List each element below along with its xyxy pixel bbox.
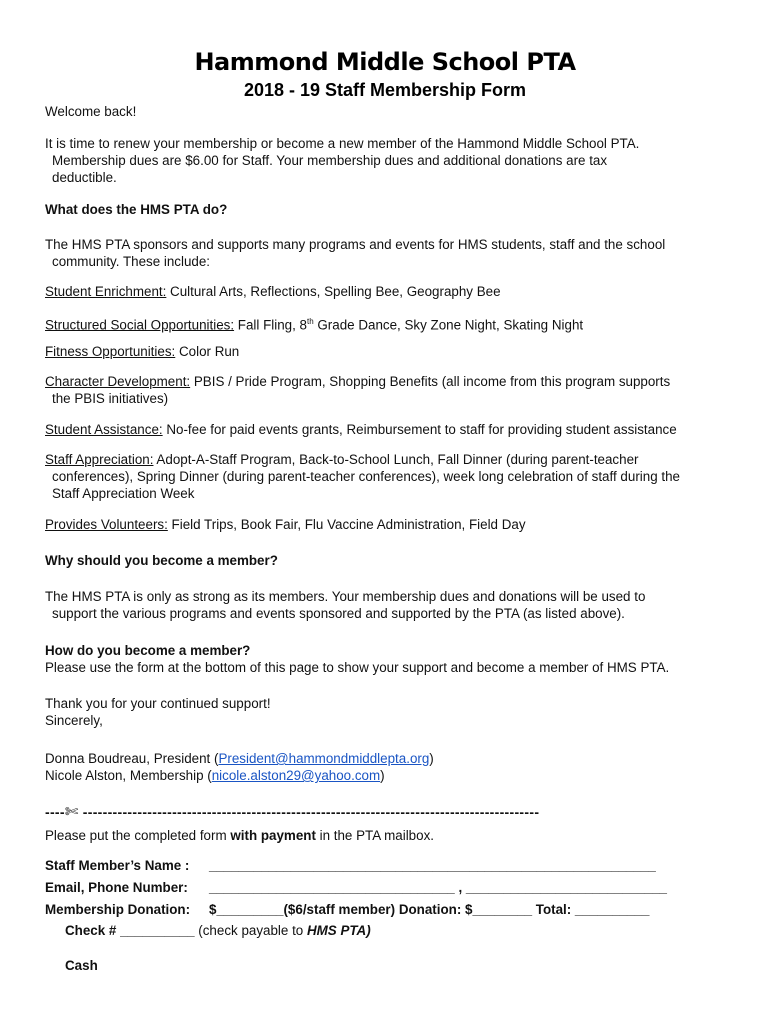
thanks-line: Thank you for your continued support! (45, 696, 271, 711)
intro-line-3: deductible. (52, 170, 117, 185)
social-text-b: Grade Dance, Sky Zone Night, Skating Night (313, 317, 584, 333)
intro-line-2: Membership dues are $6.00 for Staff. Your membership dues and additional donations are tax (52, 153, 608, 168)
cash-row (65, 957, 755, 974)
program-enrichment (45, 283, 725, 300)
sincerely-line: Sincerely, (45, 713, 103, 728)
how-section (45, 642, 725, 676)
program-fitness (45, 343, 725, 360)
why-paragraph (45, 588, 725, 622)
cut-line: ----✄ -------------------------------------------------------------------------------------------- (45, 802, 540, 821)
enrichment-text: Cultural Arts, Reflections, Spelling Bee, Geography Bee (166, 284, 501, 299)
why-line-1: The HMS PTA is only as strong as its members. Your membership dues and donations will be used to (45, 589, 646, 604)
assistance-text: No-fee for paid events grants, Reimbursement to staff for providing student assistance (162, 422, 677, 437)
program-character (45, 373, 725, 407)
name-label: Staff Member’s Name : (45, 858, 190, 873)
donation-row (45, 901, 735, 918)
enrichment-label: Student Enrichment: (45, 284, 167, 299)
character-text: PBIS / Pride Program, Shopping Benefits (all income from this program supports (190, 374, 671, 389)
program-appreciation (45, 451, 725, 502)
contact-field[interactable]: _________________________________ , ___________________________ (209, 880, 667, 895)
donation-field[interactable]: $_________($6/staff member) Donation: $________ Total: __________ (209, 902, 650, 917)
fitness-text: Color Run (175, 344, 240, 359)
donation-label: Membership Donation: (45, 902, 191, 917)
cash-label[interactable]: Cash (65, 958, 98, 973)
social-text-a: Fall Fling, 8 (234, 317, 307, 333)
how-line-1: Please use the form at the bottom of this page to show your support and become a member of HMS PTA. (45, 660, 670, 675)
what-line-2: community. These include: (52, 254, 211, 269)
contact-row (45, 879, 735, 896)
intro-paragraph (45, 135, 725, 186)
program-assistance (45, 421, 725, 438)
why-heading: Why should you become a member? (45, 553, 278, 568)
program-social (45, 313, 725, 333)
name-field[interactable]: ____________________________________________________________ (209, 858, 656, 873)
appreciation-text: Adopt-A-Staff Program, Back-to-School Lunch, Fall Dinner (during parent-teacher (153, 452, 639, 467)
check-label[interactable]: Check # __________ (65, 923, 195, 938)
closing (45, 695, 725, 729)
page-title: Hammond Middle School PTA (194, 48, 576, 76)
scissors-icon: ✄ (64, 802, 79, 821)
assistance-label: Student Assistance: (45, 422, 163, 437)
membership-line: Nicole Alston, Membership (nicole.alston29@yahoo.com) (45, 768, 385, 783)
check-row: Check # __________ (check payable to HMS PTA) (65, 923, 371, 938)
page-subtitle: 2018 - 19 Staff Membership Form (243, 80, 527, 100)
president-email-link[interactable]: President@hammondmiddlepta.org (218, 751, 430, 766)
appreciation-text-2: conferences), Spring Dinner (during parent-teacher conferences), week long celebration of staff during the (52, 469, 680, 484)
volunteers-label: Provides Volunteers: (45, 517, 168, 532)
character-text-2: the PBIS initiatives) (52, 391, 169, 406)
fitness-label: Fitness Opportunities: (45, 344, 176, 359)
how-heading: How do you become a member? (45, 643, 251, 658)
social-sup: th (307, 317, 314, 326)
name-row (45, 857, 735, 874)
appreciation-label: Staff Appreciation: (45, 452, 154, 467)
social-label: Structured Social Opportunities: (45, 317, 235, 333)
volunteers-text: Field Trips, Book Fair, Flu Vaccine Administration, Field Day (167, 517, 526, 532)
what-heading: What does the HMS PTA do? (45, 202, 228, 217)
membership-email-link[interactable]: nicole.alston29@yahoo.com (211, 768, 381, 783)
why-line-2: support the various programs and events sponsored and supported by the PTA (as listed above). (52, 606, 625, 621)
greeting: Welcome back! (45, 104, 137, 119)
what-paragraph (45, 236, 725, 270)
intro-line-1: It is time to renew your membership or become a new member of the Hammond Middle School PTA. (45, 136, 640, 151)
signatures (45, 750, 725, 784)
contact-label: Email, Phone Number: (45, 880, 188, 895)
character-label: Character Development: (45, 374, 191, 389)
form-instruction: Please put the completed form with payment in the PTA mailbox. (45, 828, 434, 843)
president-line: Donna Boudreau, President (President@hammondmiddlepta.org) (45, 751, 434, 766)
appreciation-text-3: Staff Appreciation Week (52, 486, 195, 501)
what-line-1: The HMS PTA sponsors and supports many programs and events for HMS students, staff and the school (45, 237, 666, 252)
program-volunteers (45, 516, 725, 533)
